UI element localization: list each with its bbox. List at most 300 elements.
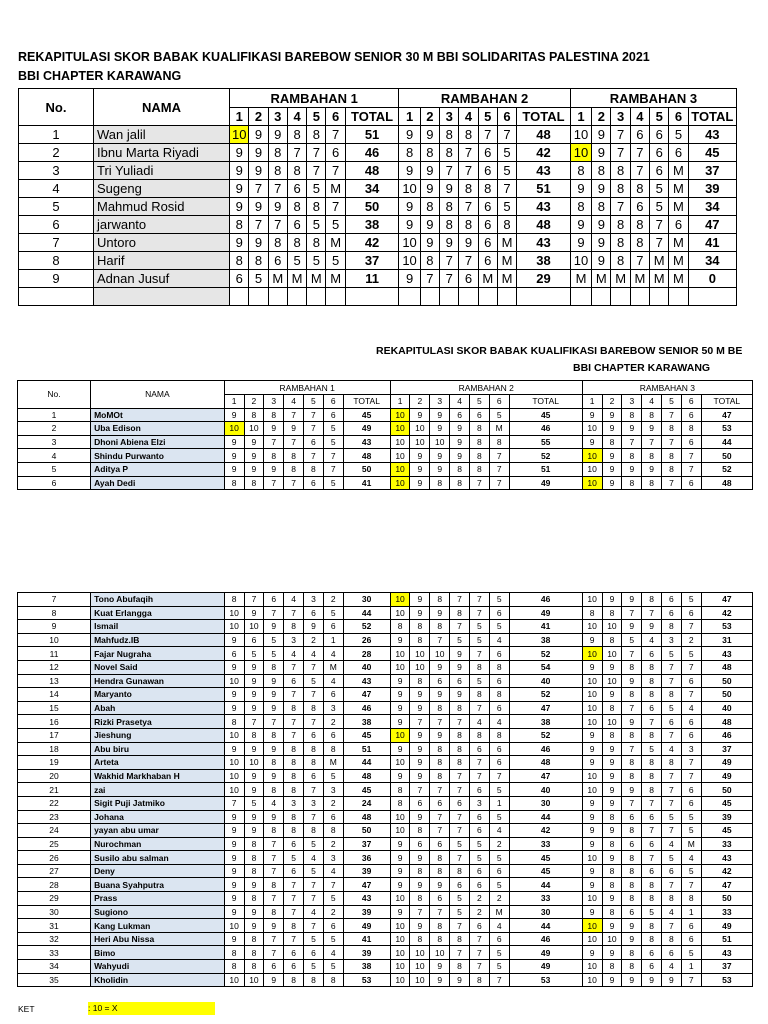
subtitle-50m: BBI CHAPTER KARAWANG xyxy=(573,362,711,374)
score-cell: 8 xyxy=(450,728,470,742)
score-cell: 8 xyxy=(230,252,249,270)
table-row xyxy=(18,973,753,987)
score-cell: 6 xyxy=(489,932,509,946)
score-cell: M xyxy=(669,198,688,216)
score-total: 47 xyxy=(509,701,582,715)
score-cell: 1 xyxy=(323,633,343,647)
score-cell: 6 xyxy=(478,144,497,162)
table-row xyxy=(19,252,737,270)
title-30m: REKAPITULASI SKOR BABAK KUALIFIKASI BAREBOW SENIOR 30 M BBI SOLIDARITAS PALESTINA 2021 xyxy=(18,50,650,64)
row-no: 30 xyxy=(18,905,91,919)
table-row xyxy=(18,946,753,960)
score-cell: 5 xyxy=(489,946,509,960)
score-cell: 9 xyxy=(420,162,439,180)
score-cell: 8 xyxy=(602,810,622,824)
empty-cell xyxy=(688,288,736,306)
score-cell: 6 xyxy=(642,810,662,824)
score-cell: 8 xyxy=(622,449,642,463)
score-cell: 8 xyxy=(307,126,326,144)
score-cell: 6 xyxy=(450,408,470,422)
score-cell: 7 xyxy=(264,837,284,851)
score-cell: 9 xyxy=(390,715,410,729)
score-cell: 8 xyxy=(450,606,470,620)
score-cell: 10 xyxy=(582,620,602,634)
score-cell: 8 xyxy=(440,216,459,234)
archer-name: yayan abu umar xyxy=(91,824,225,838)
score-cell: 6 xyxy=(284,946,304,960)
score-cell: 9 xyxy=(244,674,264,688)
table-row xyxy=(19,234,737,252)
score-cell: 8 xyxy=(323,824,343,838)
score-cell: 8 xyxy=(284,449,304,463)
score-cell: 3 xyxy=(662,633,682,647)
score-cell: 5 xyxy=(642,742,662,756)
score-cell: 9 xyxy=(230,144,249,162)
score-cell: 5 xyxy=(662,647,682,661)
score-cell: 3 xyxy=(304,796,324,810)
row-no: 1 xyxy=(18,408,91,422)
score-cell: 9 xyxy=(399,270,420,288)
score-cell: 8 xyxy=(420,252,439,270)
score-cell: 9 xyxy=(622,593,642,607)
score-total: 47 xyxy=(688,216,736,234)
header-col-6: 6 xyxy=(669,108,688,126)
empty-cell xyxy=(497,288,516,306)
archer-name: Ismail xyxy=(91,620,225,634)
score-cell: 7 xyxy=(326,198,345,216)
score-cell: 9 xyxy=(390,701,410,715)
score-cell: 7 xyxy=(326,126,345,144)
score-cell: 8 xyxy=(440,198,459,216)
archer-name: Dhoni Abiena Elzi xyxy=(91,435,225,449)
score-cell: 10 xyxy=(582,688,602,702)
score-total: 44 xyxy=(509,878,582,892)
archer-name: Fajar Nugraha xyxy=(91,647,225,661)
header-col-2: 2 xyxy=(592,108,611,126)
score-cell: 6 xyxy=(264,593,284,607)
score-cell: 8 xyxy=(622,864,642,878)
score-total: 49 xyxy=(701,756,752,770)
score-cell: 5 xyxy=(287,252,306,270)
header-col-6: 6 xyxy=(323,395,343,409)
score-cell: 7 xyxy=(264,435,284,449)
score-cell: 9 xyxy=(390,878,410,892)
score-total: 46 xyxy=(509,932,582,946)
score-cell: 6 xyxy=(630,198,649,216)
score-cell: M xyxy=(489,422,509,436)
table-row xyxy=(18,960,753,974)
score-total: 33 xyxy=(701,837,752,851)
score-cell: 10 xyxy=(399,180,420,198)
score-cell: 9 xyxy=(399,216,420,234)
row-no: 14 xyxy=(18,688,91,702)
score-cell: 9 xyxy=(224,660,244,674)
score-cell: 7 xyxy=(622,701,642,715)
score-cell: 5 xyxy=(469,633,489,647)
score-cell: 9 xyxy=(410,449,430,463)
score-cell: 8 xyxy=(642,756,662,770)
score-total: 43 xyxy=(517,162,571,180)
score-cell: 6 xyxy=(681,932,701,946)
score-cell: 9 xyxy=(399,126,420,144)
score-cell: 10 xyxy=(399,234,420,252)
score-total: 53 xyxy=(701,973,752,987)
score-cell: 10 xyxy=(224,422,244,436)
score-cell: 9 xyxy=(410,810,430,824)
score-cell: 10 xyxy=(390,449,410,463)
score-cell: 6 xyxy=(622,905,642,919)
score-total: 50 xyxy=(701,892,752,906)
archer-name: Tri Yuliadi xyxy=(94,162,230,180)
score-cell: 10 xyxy=(410,435,430,449)
score-cell: 6 xyxy=(430,796,450,810)
score-cell: 7 xyxy=(304,783,324,797)
score-cell: 7 xyxy=(244,715,264,729)
score-cell: 6 xyxy=(622,810,642,824)
score-cell: 5 xyxy=(304,837,324,851)
score-cell: 7 xyxy=(303,422,323,436)
score-cell: 7 xyxy=(264,892,284,906)
score-total: 39 xyxy=(701,810,752,824)
score-cell: 9 xyxy=(410,878,430,892)
score-cell: 6 xyxy=(268,252,287,270)
score-cell: 9 xyxy=(622,422,642,436)
score-cell: 9 xyxy=(264,674,284,688)
score-cell: M xyxy=(326,234,345,252)
score-cell: 3 xyxy=(323,783,343,797)
score-cell: 7 xyxy=(497,126,516,144)
score-cell: 9 xyxy=(410,688,430,702)
score-cell: 9 xyxy=(622,919,642,933)
score-cell: 9 xyxy=(602,919,622,933)
score-cell: 9 xyxy=(224,851,244,865)
score-cell: 8 xyxy=(410,633,430,647)
score-cell: 9 xyxy=(244,435,264,449)
table-row xyxy=(18,476,753,490)
score-cell: 7 xyxy=(662,660,682,674)
score-cell: 5 xyxy=(469,851,489,865)
table-row xyxy=(18,593,753,607)
score-cell: 7 xyxy=(642,851,662,865)
score-total: 45 xyxy=(509,408,582,422)
score-cell: 6 xyxy=(326,144,345,162)
score-total: 53 xyxy=(509,973,582,987)
score-cell: 5 xyxy=(307,180,326,198)
score-cell: 7 xyxy=(489,973,509,987)
score-cell: 9 xyxy=(264,769,284,783)
score-cell: 9 xyxy=(390,742,410,756)
score-cell: 5 xyxy=(642,905,662,919)
score-cell: 6 xyxy=(642,837,662,851)
score-cell: 7 xyxy=(430,783,450,797)
header-col-5: 5 xyxy=(650,108,669,126)
score-total: 39 xyxy=(343,864,390,878)
score-cell: 7 xyxy=(469,932,489,946)
score-cell: 6 xyxy=(478,198,497,216)
archer-name: Shindu Purwanto xyxy=(91,449,225,463)
score-cell: 8 xyxy=(284,742,304,756)
score-cell: 8 xyxy=(622,960,642,974)
score-cell: 8 xyxy=(622,728,642,742)
score-cell: 8 xyxy=(430,851,450,865)
empty-cell xyxy=(669,288,688,306)
table-50m-part2 xyxy=(17,592,753,987)
score-cell: 6 xyxy=(469,878,489,892)
score-cell: 8 xyxy=(662,932,682,946)
score-cell: 5 xyxy=(469,620,489,634)
score-cell: 6 xyxy=(669,216,688,234)
score-total: 52 xyxy=(343,620,390,634)
score-total: 45 xyxy=(509,864,582,878)
score-total: 30 xyxy=(509,796,582,810)
archer-name: Buana Syahputra xyxy=(91,878,225,892)
score-cell: 8 xyxy=(622,660,642,674)
score-cell: 8 xyxy=(304,756,324,770)
score-cell: 6 xyxy=(489,647,509,661)
score-cell: 2 xyxy=(489,892,509,906)
score-cell: 9 xyxy=(430,449,450,463)
header-rambahan-1: RAMBAHAN 1 xyxy=(230,89,399,108)
score-cell: 7 xyxy=(307,162,326,180)
score-cell: 9 xyxy=(602,824,622,838)
score-total: 37 xyxy=(701,742,752,756)
score-cell: 9 xyxy=(244,769,264,783)
score-total: 48 xyxy=(701,660,752,674)
score-cell: 8 xyxy=(244,932,264,946)
score-cell: 5 xyxy=(622,633,642,647)
score-cell: M xyxy=(669,252,688,270)
score-cell: M xyxy=(497,252,516,270)
empty-cell xyxy=(19,288,94,306)
score-cell: 5 xyxy=(304,932,324,946)
score-cell: 9 xyxy=(244,449,264,463)
score-cell: 9 xyxy=(224,905,244,919)
score-cell: 10 xyxy=(582,783,602,797)
score-cell: 9 xyxy=(582,878,602,892)
score-cell: 10 xyxy=(399,252,420,270)
score-cell: 8 xyxy=(230,216,249,234)
score-cell: 6 xyxy=(244,633,264,647)
score-cell: 9 xyxy=(399,162,420,180)
archer-name: MoMOt xyxy=(91,408,225,422)
score-cell: 9 xyxy=(390,688,410,702)
score-total: 28 xyxy=(343,647,390,661)
score-cell: 8 xyxy=(592,162,611,180)
score-cell: 9 xyxy=(224,462,244,476)
score-cell: 9 xyxy=(224,449,244,463)
score-cell: 10 xyxy=(390,593,410,607)
score-cell: 9 xyxy=(390,905,410,919)
table-row xyxy=(18,647,753,661)
score-cell: 10 xyxy=(390,476,410,490)
score-total: 41 xyxy=(509,620,582,634)
score-cell: 8 xyxy=(287,198,306,216)
score-cell: 5 xyxy=(323,476,343,490)
table-row xyxy=(18,919,753,933)
score-total: 42 xyxy=(701,606,752,620)
score-cell: 5 xyxy=(323,769,343,783)
empty-cell xyxy=(630,288,649,306)
score-cell: 7 xyxy=(284,660,304,674)
score-cell: 7 xyxy=(410,715,430,729)
score-cell: 3 xyxy=(304,593,324,607)
row-no: 11 xyxy=(18,647,91,661)
score-total: 40 xyxy=(509,674,582,688)
archer-name: Abu biru xyxy=(91,742,225,756)
archer-name: Arteta xyxy=(91,756,225,770)
score-cell: 9 xyxy=(244,919,264,933)
score-total: 51 xyxy=(517,180,571,198)
score-cell: 10 xyxy=(390,435,410,449)
score-cell: 8 xyxy=(284,701,304,715)
score-cell: 5 xyxy=(681,810,701,824)
score-cell: 7 xyxy=(662,769,682,783)
score-cell: 7 xyxy=(611,126,630,144)
archer-name: Aditya P xyxy=(91,462,225,476)
score-cell: 6 xyxy=(662,606,682,620)
score-cell: 9 xyxy=(410,919,430,933)
score-cell: 6 xyxy=(430,674,450,688)
score-cell: 8 xyxy=(390,796,410,810)
score-cell: 8 xyxy=(410,824,430,838)
empty-cell xyxy=(440,288,459,306)
score-total: 45 xyxy=(701,824,752,838)
row-no: 8 xyxy=(19,252,94,270)
score-cell: 9 xyxy=(244,783,264,797)
score-cell: 7 xyxy=(284,606,304,620)
score-cell: 6 xyxy=(284,864,304,878)
archer-name: Nurochman xyxy=(91,837,225,851)
header-rambahan-3: RAMBAHAN 3 xyxy=(582,381,752,395)
header-rambahan-1: RAMBAHAN 1 xyxy=(224,381,390,395)
score-cell: 8 xyxy=(284,810,304,824)
header-col-3: 3 xyxy=(440,108,459,126)
score-cell: 9 xyxy=(244,824,264,838)
score-cell: 10 xyxy=(430,435,450,449)
header-col-total: TOTAL xyxy=(345,108,399,126)
archer-name: Sugeng xyxy=(94,180,230,198)
score-cell: 9 xyxy=(602,973,622,987)
table-row xyxy=(18,408,753,422)
score-cell: 5 xyxy=(244,796,264,810)
score-cell: 9 xyxy=(244,660,264,674)
table-50m-part1 xyxy=(17,380,753,490)
score-cell: 8 xyxy=(450,462,470,476)
score-cell: 9 xyxy=(264,701,284,715)
score-cell: 9 xyxy=(410,728,430,742)
score-cell: 8 xyxy=(662,462,682,476)
score-cell: 8 xyxy=(642,593,662,607)
score-cell: 8 xyxy=(602,960,622,974)
score-cell: 4 xyxy=(489,824,509,838)
score-cell: 8 xyxy=(440,126,459,144)
score-cell: 6 xyxy=(489,674,509,688)
score-cell: 8 xyxy=(642,878,662,892)
score-cell: 8 xyxy=(622,408,642,422)
archer-name: Tono Abufaqih xyxy=(91,593,225,607)
score-cell: 9 xyxy=(430,960,450,974)
score-cell: 7 xyxy=(642,606,662,620)
score-cell: 7 xyxy=(469,606,489,620)
score-cell: 6 xyxy=(304,946,324,960)
score-cell: 7 xyxy=(681,449,701,463)
score-cell: 8 xyxy=(611,180,630,198)
score-total: 46 xyxy=(509,593,582,607)
empty-cell xyxy=(459,288,478,306)
score-cell: 9 xyxy=(224,688,244,702)
table-row xyxy=(18,674,753,688)
score-cell: 5 xyxy=(323,422,343,436)
score-cell: 6 xyxy=(450,796,470,810)
score-cell: 6 xyxy=(284,960,304,974)
score-cell: 8 xyxy=(284,769,304,783)
score-cell: 4 xyxy=(304,851,324,865)
score-cell: 7 xyxy=(430,905,450,919)
score-cell: 8 xyxy=(399,144,420,162)
score-cell: 8 xyxy=(450,756,470,770)
score-cell: 9 xyxy=(622,783,642,797)
header-col-total: TOTAL xyxy=(517,108,571,126)
header-col-3: 3 xyxy=(430,395,450,409)
score-cell: 9 xyxy=(450,422,470,436)
table-row xyxy=(19,144,737,162)
score-total: 45 xyxy=(343,728,390,742)
score-cell: 9 xyxy=(224,864,244,878)
score-cell: 7 xyxy=(450,593,470,607)
score-cell: 7 xyxy=(430,824,450,838)
score-cell: 8 xyxy=(622,892,642,906)
score-cell: 4 xyxy=(284,647,304,661)
score-cell: 8 xyxy=(284,783,304,797)
score-cell: 7 xyxy=(420,270,439,288)
score-total: 30 xyxy=(343,593,390,607)
score-total: 11 xyxy=(345,270,399,288)
score-cell: 5 xyxy=(264,647,284,661)
score-cell: 2 xyxy=(469,905,489,919)
score-cell: 8 xyxy=(497,216,516,234)
score-cell: 8 xyxy=(244,892,264,906)
row-no: 12 xyxy=(18,660,91,674)
score-cell: 9 xyxy=(592,144,611,162)
score-cell: 10 xyxy=(410,960,430,974)
row-no: 19 xyxy=(18,756,91,770)
score-cell: 8 xyxy=(642,892,662,906)
score-cell: 3 xyxy=(469,796,489,810)
score-cell: 7 xyxy=(469,756,489,770)
header-col-1: 1 xyxy=(230,108,249,126)
score-total: 50 xyxy=(701,783,752,797)
score-cell: 4 xyxy=(469,715,489,729)
score-cell: 9 xyxy=(244,462,264,476)
empty-cell xyxy=(517,288,571,306)
score-cell: 10 xyxy=(602,620,622,634)
score-cell: 8 xyxy=(307,198,326,216)
score-total: 52 xyxy=(701,462,752,476)
score-cell: 7 xyxy=(440,252,459,270)
score-cell: 6 xyxy=(489,701,509,715)
score-cell: 6 xyxy=(469,919,489,933)
score-total: 38 xyxy=(343,960,390,974)
header-col-3: 3 xyxy=(622,395,642,409)
score-cell: 8 xyxy=(430,932,450,946)
score-cell: 10 xyxy=(390,946,410,960)
score-cell: 6 xyxy=(410,796,430,810)
score-cell: 7 xyxy=(264,476,284,490)
table-row xyxy=(18,796,753,810)
archer-name: jarwanto xyxy=(94,216,230,234)
score-cell: 5 xyxy=(489,783,509,797)
score-cell: 4 xyxy=(642,633,662,647)
